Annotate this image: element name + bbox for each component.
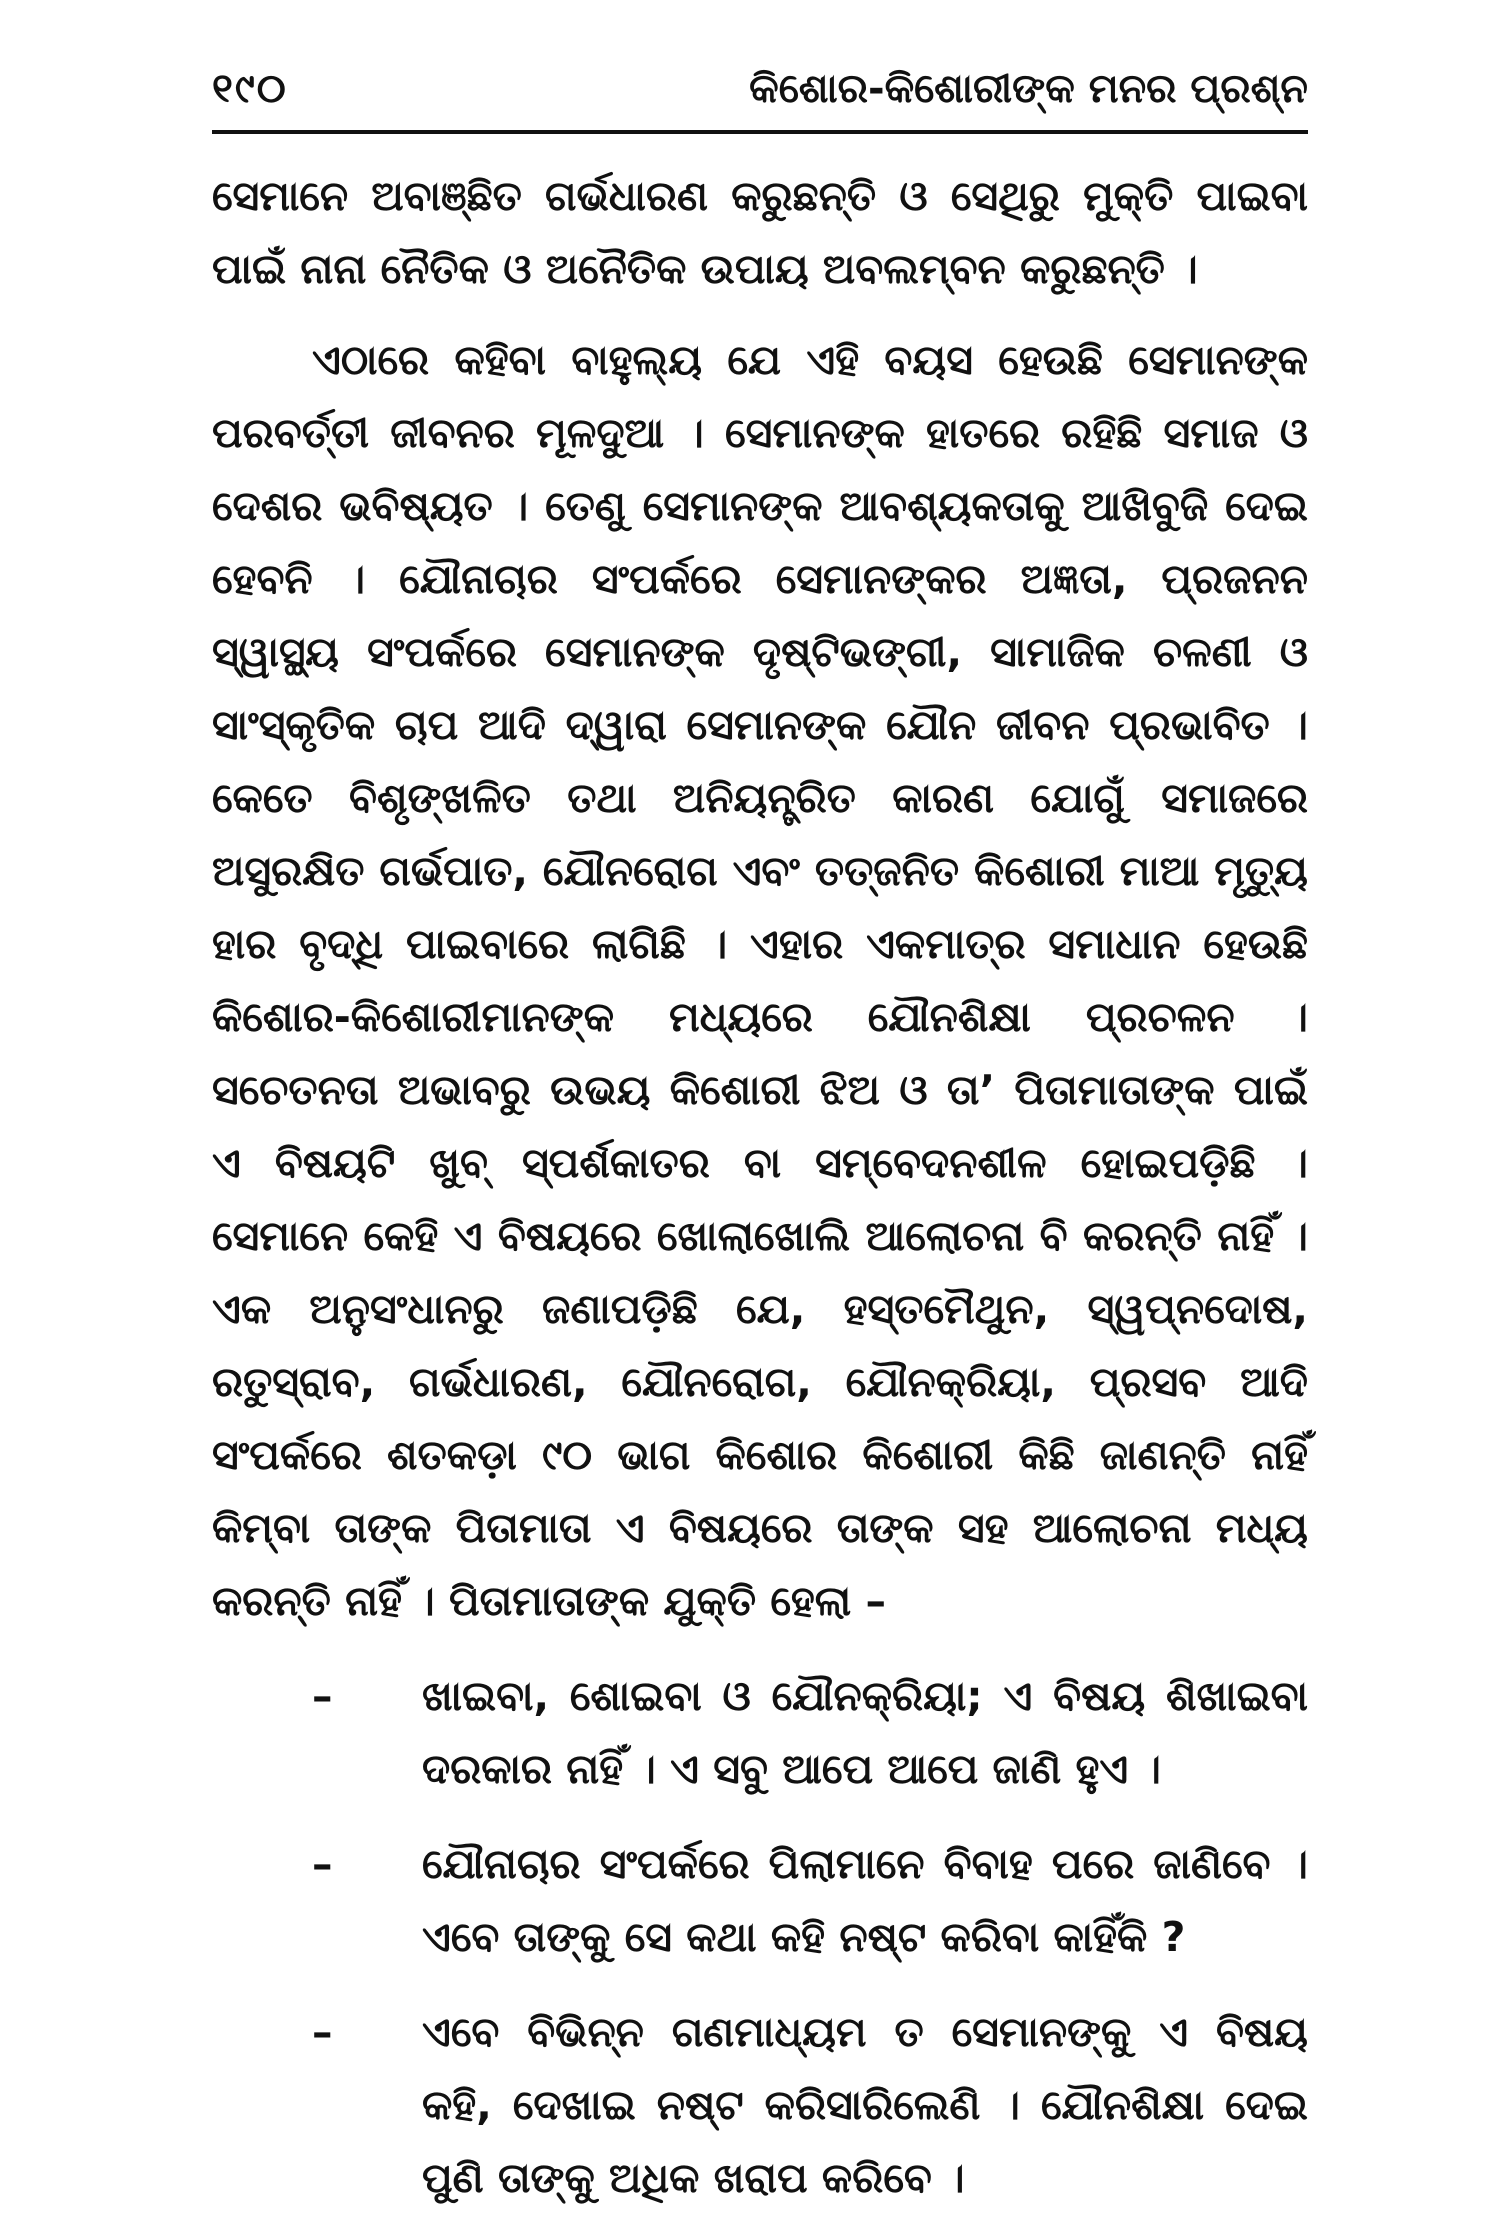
dash-marker: – (312, 2008, 333, 2056)
body-text (212, 160, 1308, 2237)
dash-marker: – (312, 1672, 333, 1720)
dash-marker: – (312, 1840, 333, 1888)
page-header (212, 60, 1308, 134)
list-item-text: ଖାଇବା, ଶୋଇବା ଓ ଯୌନକ୍ରିୟା; ଏ ବିଷୟ ଶିଖାଇବା ଦରକାର ନାହିଁ । ଏ ସବୁ ଆପେ ଆପେ ଜାଣି ହୁଏ । (422, 1672, 1308, 1793)
page-number: ୧୯୦ (212, 66, 288, 112)
argument-list (212, 1660, 1308, 2215)
list-item-text: ଏବେ ବିଭିନ୍ନ ଗଣମାଧ୍ୟମ ତ ସେମାନଙ୍କୁ ଏ ବିଷୟ କହି, ଦେଖାଇ ନଷ୍ଟ କରିସାରିଲେଣି । ଯୌନଶିକ୍ଷା ଦେଇ ପୁଣି ତାଙ୍କୁ ଅଧିକ ଖରାପ କରିବେ । (422, 2008, 1308, 2202)
list-item (212, 1660, 1308, 1806)
list-item-text: ଯୌନାଚାର ସଂପର୍କରେ ପିଲାମାନେ ବିବାହ ପରେ ଜାଣିବେ । ଏବେ ତାଙ୍କୁ ସେ କଥା କହି ନଷ୍ଟ କରିବା କାହିଁକି ? (422, 1840, 1308, 1961)
paragraph-continuation: ସେମାନେ ଅବାଞ୍ଛିତ ଗର୍ଭଧାରଣ କରୁଛନ୍ତି ଓ ସେଥିରୁ ମୁକ୍ତି ପାଇବା ପାଇଁ ନାନା ନୈତିକ ଓ ଅନୈତିକ ଉପାୟ ଅବଲମ୍ବନ କରୁଛନ୍ତି । (212, 172, 1308, 293)
paragraph-main: ଏଠାରେ କହିବା ବାହୁଲ୍ୟ ଯେ ଏହି ବୟସ ହେଉଛି ସେମାନଙ୍କ ପରବର୍ତ୍ତୀ ଜୀବନର ମୂଳଦୁଆ । ସେମାନଙ୍କ ହାତରେ ରହିଛି ସମାଜ ଓ ଦେଶର ଭବିଷ୍ୟତ । ତେଣୁ ସେମାନଙ୍କ ଆବଶ୍ୟକତାକୁ ଆଖିବୁଜି ଦେଇ ହେବନି । ଯୌନାଚାର ସଂପର୍କରେ ସେମାନଙ୍କର ଅଜ୍ଞତା, ପ୍ରଜନନ ସ୍ୱାସ୍ଥ୍ୟ ସଂପର୍କରେ ସେମାନଙ୍କ ଦୃଷ୍ଟିଭଙ୍ଗୀ, ସାମାଜିକ ଚଳଣୀ ଓ ସାଂସ୍କୃତିକ ଚାପ ଆଦି ଦ୍ୱାରା ସେମାନଙ୍କ ଯୌନ ଜୀବନ ପ୍ରଭାବିତ । କେତେ ବିଶୃଙ୍ଖଳିତ ତଥା ଅନିୟନ୍ତ୍ରିତ କାରଣ ଯୋଗୁଁ ସମାଜରେ ଅସୁରକ୍ଷିତ ଗର୍ଭପାତ, ଯୌନରୋଗ ଏବଂ ତତ୍‌ଜନିତ କିଶୋରୀ ମାଆ ମୃତ୍ୟୁ ହାର ବୃଦ୍ଧି ପାଇବାରେ ଲାଗିଛି । ଏହାର ଏକମାତ୍ର ସମାଧାନ ହେଉଛି କିଶୋର-କିଶୋରୀମାନଙ୍କ ମଧ୍ୟରେ ଯୌନଶିକ୍ଷା ପ୍ରଚଳନ । ସଚେତନତା ଅଭାବରୁ ଉଭୟ କିଶୋରୀ ଝିଅ ଓ ତା’ ପିତାମାତାଙ୍କ ପାଇଁ ଏ ବିଷୟଟି ଖୁବ୍ ସ୍ପର୍ଶକାତର ବା ସମ୍ବେଦନଶୀଳ ହୋଇପଡ଼ିଛି । ସେମାନେ କେହି ଏ ବିଷୟରେ ଖୋଲାଖୋଲି ଆଲୋଚନା ବି କରନ୍ତି ନାହିଁ । ଏକ ଅନୁସଂଧାନରୁ ଜଣାପଡ଼ିଛି ଯେ, ହସ୍ତମୈଥୁନ, ସ୍ୱପ୍ନଦୋଷ, ରତୁସ୍ରାବ, ଗର୍ଭଧାରଣ, ଯୌନରୋଗ, ଯୌନକ୍ରିୟା, ପ୍ରସବ ଆଦି ସଂପର୍କରେ ଶତକଡ଼ା ୯୦ ଭାଗ କିଶୋର କିଶୋରୀ କିଛି ଜାଣନ୍ତି ନାହିଁ କିମ୍ବା ତାଙ୍କ ପିତାମାତା ଏ ବିଷୟରେ ତାଙ୍କ ସହ ଆଲୋଚନା ମଧ୍ୟ କରନ୍ତି ନାହିଁ । ପିତାମାତାଙ୍କ ଯୁକ୍ତି ହେଲା – (212, 336, 1308, 1625)
running-title: କିଶୋର-କିଶୋରୀଙ୍କ ମନର ପ୍ରଶ୍ନ (749, 66, 1308, 112)
list-item (212, 1828, 1308, 1974)
list-item (212, 1996, 1308, 2215)
